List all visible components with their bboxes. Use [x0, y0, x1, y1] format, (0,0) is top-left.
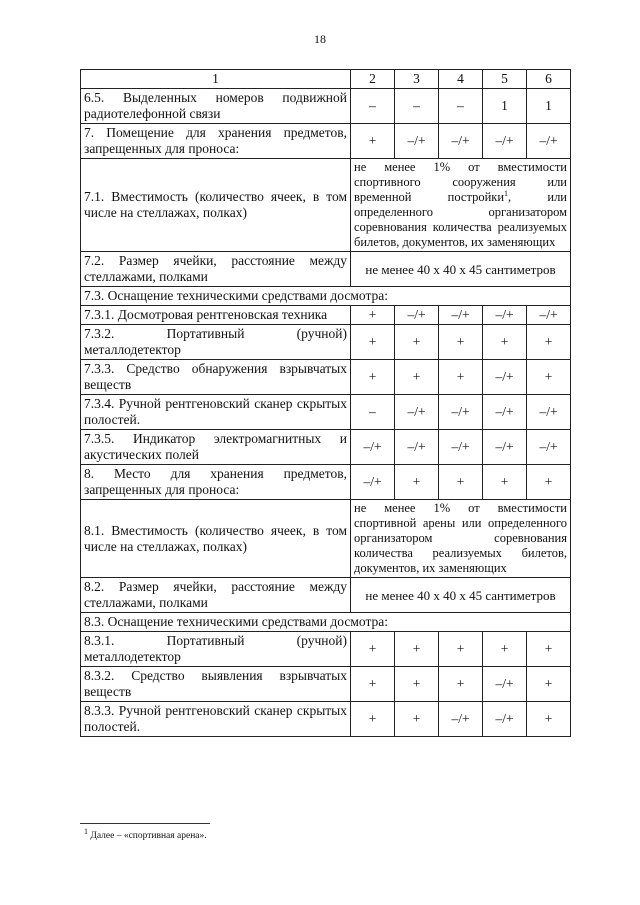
- merged-value-cell: [351, 159, 571, 252]
- value-cell: +: [483, 325, 527, 360]
- value-cell: +: [483, 632, 527, 667]
- footnote-reference: 1: [504, 188, 509, 198]
- table-row: [81, 252, 571, 287]
- value-cell: +: [439, 360, 483, 395]
- value-cell: +: [351, 702, 395, 737]
- value-cell: +: [483, 465, 527, 500]
- row-label: 8.1. Вместимость (количество ячеек, в том числе на стеллажах, полках): [81, 500, 351, 578]
- value-cell: +: [395, 465, 439, 500]
- table-row: [81, 500, 571, 578]
- table-row: [81, 667, 571, 702]
- row-label: 7. Помещение для хранения предметов, запрещенных для проноса:: [81, 124, 351, 159]
- column-header: 1: [81, 70, 351, 89]
- value-cell: –/+: [395, 124, 439, 159]
- value-cell: –/+: [527, 395, 571, 430]
- value-cell: +: [351, 124, 395, 159]
- value-cell: –/+: [395, 395, 439, 430]
- value-cell: +: [439, 465, 483, 500]
- value-cell: –: [351, 395, 395, 430]
- table-row: [81, 360, 571, 395]
- row-label: 8. Место для хранения предметов, запрещенных для проноса:: [81, 465, 351, 500]
- row-label: 7.2. Размер ячейки, расстояние между стеллажами, полками: [81, 252, 351, 287]
- value-cell: –/+: [439, 395, 483, 430]
- value-cell: –: [395, 89, 439, 124]
- value-cell: –/+: [395, 306, 439, 325]
- value-cell: +: [439, 325, 483, 360]
- table-row: [81, 613, 571, 632]
- value-cell: –: [439, 89, 483, 124]
- row-label: 8.3.3. Ручной рентгеновский сканер скрытых полостей.: [81, 702, 351, 737]
- table-row: [81, 465, 571, 500]
- footnote-mark: 1: [84, 826, 88, 836]
- value-cell: +: [439, 632, 483, 667]
- value-cell: +: [395, 667, 439, 702]
- value-cell: 1: [527, 89, 571, 124]
- section-heading: 7.3. Оснащение техническими средствами досмотра:: [81, 287, 571, 306]
- value-cell: –/+: [527, 430, 571, 465]
- column-header: 3: [395, 70, 439, 89]
- value-cell: +: [351, 360, 395, 395]
- section-heading: 8.3. Оснащение техническими средствами досмотра:: [81, 613, 571, 632]
- value-cell: –/+: [439, 124, 483, 159]
- value-cell: –/+: [527, 124, 571, 159]
- requirements-table: [80, 69, 571, 737]
- value-cell: +: [527, 465, 571, 500]
- value-cell: +: [527, 667, 571, 702]
- value-cell: +: [527, 325, 571, 360]
- merged-value-cell: не менее 1% от вместимости спортивной арены или определенного организатором соревнования количества реализуемых билетов, документов, их заменяющих: [351, 500, 571, 578]
- value-cell: –/+: [483, 430, 527, 465]
- value-cell: –/+: [351, 465, 395, 500]
- row-label: 8.3.2. Средство выявления взрывчатых веществ: [81, 667, 351, 702]
- value-cell: –/+: [527, 306, 571, 325]
- column-header: 4: [439, 70, 483, 89]
- table-header-row: [81, 70, 571, 89]
- value-cell: –/+: [395, 430, 439, 465]
- table-row: [81, 89, 571, 124]
- value-cell: +: [351, 667, 395, 702]
- footnote-text: Далее – «спортивная арена».: [90, 831, 207, 841]
- value-cell: +: [395, 632, 439, 667]
- value-cell: –/+: [351, 430, 395, 465]
- value-cell: +: [527, 702, 571, 737]
- footnote-rule: [80, 823, 210, 824]
- row-label: 7.3.3. Средство обнаружения взрывчатых веществ: [81, 360, 351, 395]
- row-label: 7.3.5. Индикатор электромагнитных и акустических полей: [81, 430, 351, 465]
- column-header: 2: [351, 70, 395, 89]
- row-label: 7.3.1. Досмотровая рентгеновская техника: [81, 306, 351, 325]
- column-header: 5: [483, 70, 527, 89]
- value-cell: –/+: [483, 306, 527, 325]
- row-label: 7.1. Вместимость (количество ячеек, в том числе на стеллажах, полках): [81, 159, 351, 252]
- row-label: 7.3.4. Ручной рентгеновский сканер скрытых полостей.: [81, 395, 351, 430]
- footnote: [84, 826, 207, 841]
- merged-value-cell: не менее 40 х 40 х 45 сантиметров: [351, 578, 571, 613]
- table-row: [81, 124, 571, 159]
- value-cell: –/+: [483, 702, 527, 737]
- value-cell: 1: [483, 89, 527, 124]
- value-cell: –: [351, 89, 395, 124]
- column-header: 6: [527, 70, 571, 89]
- value-cell: +: [527, 360, 571, 395]
- value-cell: –/+: [483, 124, 527, 159]
- table-row: [81, 395, 571, 430]
- merged-value-cell: не менее 40 х 40 х 45 сантиметров: [351, 252, 571, 287]
- table-row: [81, 325, 571, 360]
- row-label: 6.5. Выделенных номеров подвижной радиотелефонной связи: [81, 89, 351, 124]
- page-number: 18: [314, 32, 326, 46]
- table-row: [81, 306, 571, 325]
- table-row: [81, 578, 571, 613]
- value-cell: –/+: [439, 430, 483, 465]
- table-row: [81, 159, 571, 252]
- merged-text-part: , или определенного организатором соревнования количества реализуемых билетов, документов, их заменяющих: [354, 190, 567, 249]
- value-cell: +: [439, 667, 483, 702]
- value-cell: –/+: [439, 306, 483, 325]
- table-row: [81, 430, 571, 465]
- value-cell: +: [351, 632, 395, 667]
- value-cell: –/+: [439, 702, 483, 737]
- table-row: [81, 287, 571, 306]
- row-label: 8.3.1. Портативный (ручной) металлодетектор: [81, 632, 351, 667]
- merged-text-part: не менее 1% от вместимости спортивного сооружения или временной постройки: [354, 160, 567, 204]
- value-cell: +: [395, 702, 439, 737]
- table-row: [81, 632, 571, 667]
- value-cell: +: [351, 325, 395, 360]
- value-cell: +: [395, 360, 439, 395]
- row-label: 8.2. Размер ячейки, расстояние между стеллажами, полками: [81, 578, 351, 613]
- table-row: [81, 702, 571, 737]
- value-cell: +: [351, 306, 395, 325]
- value-cell: –/+: [483, 360, 527, 395]
- value-cell: +: [395, 325, 439, 360]
- value-cell: –/+: [483, 667, 527, 702]
- row-label: 7.3.2. Портативный (ручной) металлодетектор: [81, 325, 351, 360]
- value-cell: –/+: [483, 395, 527, 430]
- value-cell: +: [527, 632, 571, 667]
